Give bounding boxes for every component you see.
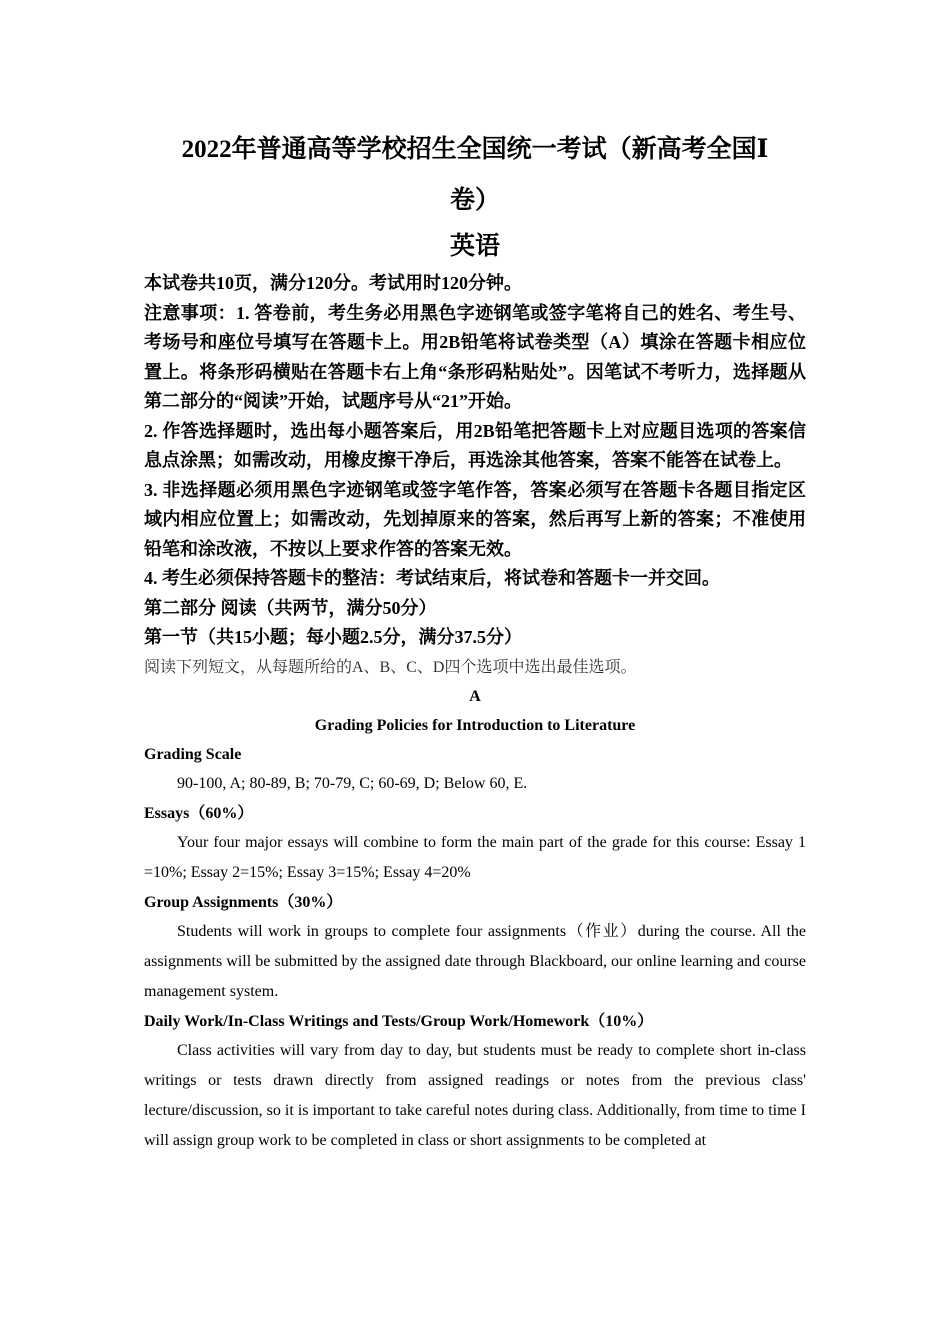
- essays-heading: Essays（60%）: [144, 804, 254, 822]
- exam-note-3: 3. 非选择题必须用黑色字迹钢笔或签字笔作答，答案必须写在答题卡各题目指定区域内相应位置上；如需改动，先划掉原来的答案，然后再写上新的答案；不准使用铅笔和涂改液，不按以上要求作答的答案无效。: [144, 479, 806, 559]
- section-heading: 第一节（共15小题；每小题2.5分，满分37.5分）: [144, 627, 522, 647]
- page-content: [144, 130, 806, 1155]
- exam-title-line1: 2022年普通高等学校招生全国统一考试（新高考全国Ⅰ: [181, 136, 769, 163]
- group-assignments-heading: Group Assignments（30%）: [144, 893, 343, 911]
- passage-letter: A: [469, 687, 481, 705]
- essays-body: Your four major essays will combine to form the main part of the grade for this course: Essay 1 =10%; Essay 2=15%; Essay 3=15%; Essay 4=20%: [144, 834, 806, 882]
- exam-note-4: 4. 考生必须保持答题卡的整洁：考试结束后，将试卷和答题卡一并交回。: [144, 568, 720, 588]
- grading-scale-heading: Grading Scale: [144, 745, 242, 763]
- exam-note-1: 注意事项：1. 答卷前，考生务必用黑色字迹钢笔或签字笔将自己的姓名、考生号、考场号和座位号填写在答题卡上。用2B铅笔将试卷类型（A）填涂在答题卡相应位置上。将条形码横贴在答题卡右上角“条形码粘贴处”。因笔试不考听力，选择题从第二部分的“阅读”开始，试题序号从“21”开始。: [144, 302, 806, 411]
- subject-title: 英语: [449, 233, 500, 260]
- daily-work-heading: Daily Work/In-Class Writings and Tests/Group Work/Homework（10%）: [144, 1012, 654, 1030]
- exam-title-line2: 卷）: [449, 187, 500, 214]
- passage-title: Grading Policies for Introduction to Literature: [314, 716, 636, 734]
- daily-work-body: Class activities will vary from day to day, but students must be ready to complete short in-class writings or tests drawn directly from assigned readings or notes from the previous class' lecture/discussion, so it is important to take careful notes during class. Additionally, from time to time I will assign group work to be completed in class or short assignments to be completed at: [144, 1042, 806, 1149]
- exam-intro: 本试卷共10页，满分120分。考试用时120分钟。: [144, 273, 522, 293]
- reading-instruction: 阅读下列短文，从每题所给的A、B、C、D四个选项中选出最佳选项。: [144, 658, 637, 676]
- part-heading: 第二部分 阅读（共两节，满分50分）: [144, 597, 437, 618]
- exam-note-2: 2. 作答选择题时，选出每小题答案后，用2B铅笔把答题卡上对应题目选项的答案信息点涂黑；如需改动，用橡皮擦干净后，再选涂其他答案，答案不能答在试卷上。: [144, 420, 806, 470]
- group-assignments-body: Students will work in groups to complete four assignments（作业）during the course. All the assignments will be submitted by the assigned date through Blackboard, our online learning and course management system.: [144, 923, 806, 1000]
- grading-scale-body: 90-100, A; 80-89, B; 70-79, C; 60-69, D; Below 60, E.: [177, 775, 528, 792]
